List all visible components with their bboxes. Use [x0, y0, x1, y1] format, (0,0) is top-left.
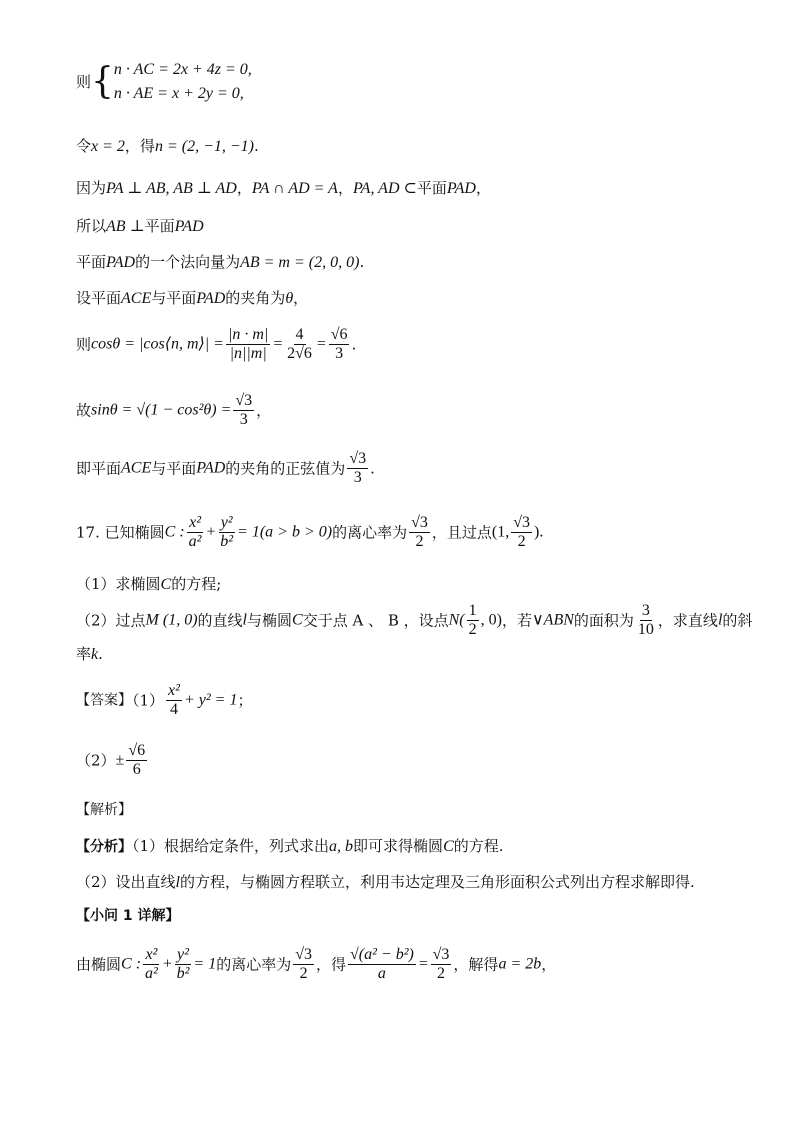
text: 已知椭圆: [104, 523, 165, 542]
left-brace: {: [91, 61, 114, 102]
equation-2: n · AE = x + 2y = 0,: [113, 85, 244, 102]
text: ，: [475, 179, 491, 197]
numerator: y²: [220, 514, 233, 531]
fraction: [187, 514, 204, 551]
math: PAD: [196, 459, 226, 477]
denominator: 2: [437, 965, 446, 982]
numerator: √6: [128, 742, 146, 759]
text: 的方程.: [453, 837, 504, 855]
numerator: √3: [295, 946, 312, 963]
denominator: 3: [335, 345, 344, 362]
question-part-2-cont: [76, 644, 103, 665]
text: 的一个法向量为: [135, 253, 241, 271]
analysis-heading: 【解析】: [76, 802, 132, 818]
math: n = (2, −1, −1): [154, 138, 254, 155]
question-part-2: [76, 602, 752, 639]
fraction: [226, 326, 270, 363]
fraction: [348, 946, 416, 983]
fraction: [175, 946, 192, 983]
math: k: [91, 646, 99, 663]
math: ACE: [121, 290, 152, 307]
numerator: √(a² − b²): [350, 946, 414, 963]
denominator: a²: [188, 533, 202, 550]
solution-line-6: [76, 288, 308, 309]
math: C: [292, 611, 303, 629]
denominator: 2: [517, 533, 526, 550]
numerator: y²: [177, 946, 189, 963]
text: 故: [76, 401, 92, 420]
numerator: 3: [641, 602, 650, 619]
math: PA, AD ⊂: [352, 180, 417, 197]
solution-system: [76, 58, 252, 106]
text: 的离心率为: [216, 955, 292, 974]
text: 与平面: [151, 459, 197, 478]
denominator: 6: [132, 761, 141, 778]
denominator: b²: [176, 965, 190, 982]
text: ，: [541, 955, 557, 974]
math: θ: [285, 290, 294, 307]
math: ±: [115, 751, 125, 769]
denominator: 2: [415, 533, 424, 550]
math: ).: [534, 523, 544, 541]
solution-line-7: [76, 326, 356, 363]
text: 由椭圆: [76, 955, 122, 974]
text: 的离心率为: [332, 523, 408, 542]
text: 令: [76, 137, 92, 155]
numerator: 4: [295, 326, 304, 343]
text: 因为: [76, 179, 107, 197]
math: sinθ = √(1 − cos²θ) =: [91, 401, 232, 419]
text: 率: [76, 645, 92, 663]
math: + y² = 1: [183, 691, 238, 709]
text: ，: [337, 179, 353, 197]
text: 平面: [416, 179, 447, 197]
fraction: [511, 514, 532, 551]
fraction: [285, 326, 314, 363]
text: ，解得: [453, 955, 499, 974]
math: PA ⊥ AB, AB ⊥ AD: [106, 180, 237, 197]
question-17: [76, 514, 543, 551]
text: 即平面: [76, 459, 122, 478]
denominator: 2: [299, 965, 308, 982]
fraction: [467, 602, 479, 639]
math: l: [717, 611, 723, 629]
math: PAD: [446, 180, 476, 197]
text: 与平面: [151, 289, 197, 307]
denominator: 2√6: [287, 345, 312, 362]
math: +: [205, 523, 217, 541]
text: ，若: [501, 611, 532, 630]
text: 的方程;: [171, 575, 222, 593]
question-number: 17.: [76, 523, 100, 542]
text: ，且过点: [431, 523, 492, 542]
math: C :: [164, 523, 185, 541]
numerator: x²: [168, 682, 180, 699]
text: 的斜: [722, 611, 753, 630]
numerator: √6: [330, 326, 348, 343]
text: （2）: [76, 751, 116, 770]
text: 与椭圆: [247, 611, 293, 630]
math: ACE: [121, 459, 152, 477]
text: ，: [256, 401, 272, 420]
solution-line-3: [76, 178, 491, 199]
math: C :: [121, 955, 142, 973]
math: a = 2b: [498, 955, 542, 973]
numerator: |n · m|: [227, 326, 269, 343]
denominator: 2: [468, 621, 477, 638]
math: a, b: [329, 838, 354, 855]
analysis-line-1: [76, 836, 504, 857]
equation-pair: [114, 58, 252, 106]
numerator: √3: [513, 514, 531, 531]
denominator: 10: [637, 621, 654, 638]
math: ∨ABN: [531, 611, 574, 629]
denominator: a²: [145, 965, 158, 982]
text: ，求直线: [657, 611, 718, 630]
text: 交于点 A 、 B ，设点: [302, 611, 449, 630]
fraction: [636, 602, 656, 639]
math: N(: [448, 611, 465, 629]
math: AB = m = (2, 0, 0): [240, 254, 360, 271]
solution-line-8: [76, 392, 271, 429]
fraction: [166, 682, 182, 719]
text: 则: [76, 73, 92, 91]
denominator: 3: [239, 411, 248, 428]
fraction: [329, 326, 350, 363]
detail-line-1: [76, 946, 556, 983]
math: l: [175, 874, 180, 891]
math: x = 2: [91, 138, 125, 155]
numerator: √3: [411, 514, 428, 531]
numerator: √3: [349, 450, 367, 467]
answer-1: [76, 682, 252, 719]
text: （1）求椭圆: [76, 575, 161, 593]
text: ，: [293, 289, 309, 307]
subquestion-heading: 【小问 1 详解】: [76, 908, 180, 924]
analysis-label: 【分析】: [76, 839, 132, 855]
text: 即可求得椭圆: [353, 837, 444, 855]
fraction: [409, 514, 430, 551]
text: （2）过点: [76, 611, 146, 630]
text: .: [351, 335, 357, 354]
fraction: [218, 514, 235, 551]
math: = 1(a > b > 0): [237, 523, 333, 541]
solution-line-5: [76, 252, 364, 273]
math: =: [315, 335, 327, 353]
text: 的夹角的正弦值为: [225, 459, 346, 478]
question-part-1: [76, 574, 221, 595]
text: .: [370, 459, 375, 478]
math: cosθ = |cos⟨n, m⟩| =: [91, 335, 224, 353]
denominator: 3: [353, 469, 362, 486]
text: 的方程，与椭圆方程联立，利用韦达定理及三角形面积公式列出方程求解即得.: [180, 873, 695, 891]
math: +: [161, 955, 173, 973]
math: PAD: [196, 290, 226, 307]
fraction: [143, 946, 160, 983]
text: ，得: [124, 137, 155, 155]
answer-2: [76, 742, 149, 779]
text: 设平面: [76, 289, 122, 307]
math: PAD: [106, 254, 136, 271]
numerator: √3: [432, 946, 450, 963]
text: 的面积为: [573, 611, 634, 630]
equation-1: n · AC = 2x + 4z = 0,: [113, 61, 252, 78]
math: PAD: [174, 218, 204, 235]
text: 的直线: [197, 611, 243, 630]
text: ，得: [316, 955, 347, 974]
denominator: b²: [220, 533, 234, 550]
math: (1,: [491, 523, 510, 541]
analysis-line-2: [76, 872, 695, 893]
denominator: 4: [170, 701, 178, 718]
numerator: 1: [468, 602, 477, 619]
fraction: [347, 450, 368, 487]
text: 的夹角为: [225, 289, 286, 307]
text: 则: [76, 335, 92, 354]
numerator: √3: [235, 392, 253, 409]
fraction: [233, 392, 254, 429]
math: AB ⊥: [106, 218, 145, 235]
text: .: [359, 253, 365, 271]
fraction: [126, 742, 147, 779]
numerator: x²: [189, 514, 201, 531]
text: ；: [237, 691, 253, 710]
solution-line-2: [76, 136, 259, 157]
math: C: [160, 576, 172, 593]
math: M (1, 0): [145, 611, 198, 629]
denominator: |n||m|: [229, 345, 267, 362]
text: （1）根据给定条件，列式求出: [132, 837, 330, 855]
math: C: [443, 838, 454, 855]
math: =: [272, 335, 284, 353]
solution-line-9: [76, 450, 375, 487]
text: （2）设出直线: [76, 873, 176, 891]
text: 所以: [76, 217, 107, 235]
answer-label: 【答案】: [76, 692, 132, 709]
text: .: [98, 645, 103, 663]
solution-line-4: [76, 216, 204, 237]
math: =: [417, 955, 429, 973]
math: = 1: [193, 955, 217, 973]
fraction: [293, 946, 314, 983]
math: l: [242, 611, 247, 629]
text: 平面: [144, 217, 175, 235]
text: 平面: [76, 253, 107, 271]
text: ，: [236, 179, 252, 197]
text: （1）: [132, 691, 165, 710]
fraction: [431, 946, 452, 983]
text: .: [253, 137, 259, 155]
numerator: x²: [145, 946, 158, 963]
math: , 0): [480, 611, 502, 629]
math: PA ∩ AD = A: [251, 180, 338, 197]
denominator: a: [377, 965, 386, 982]
